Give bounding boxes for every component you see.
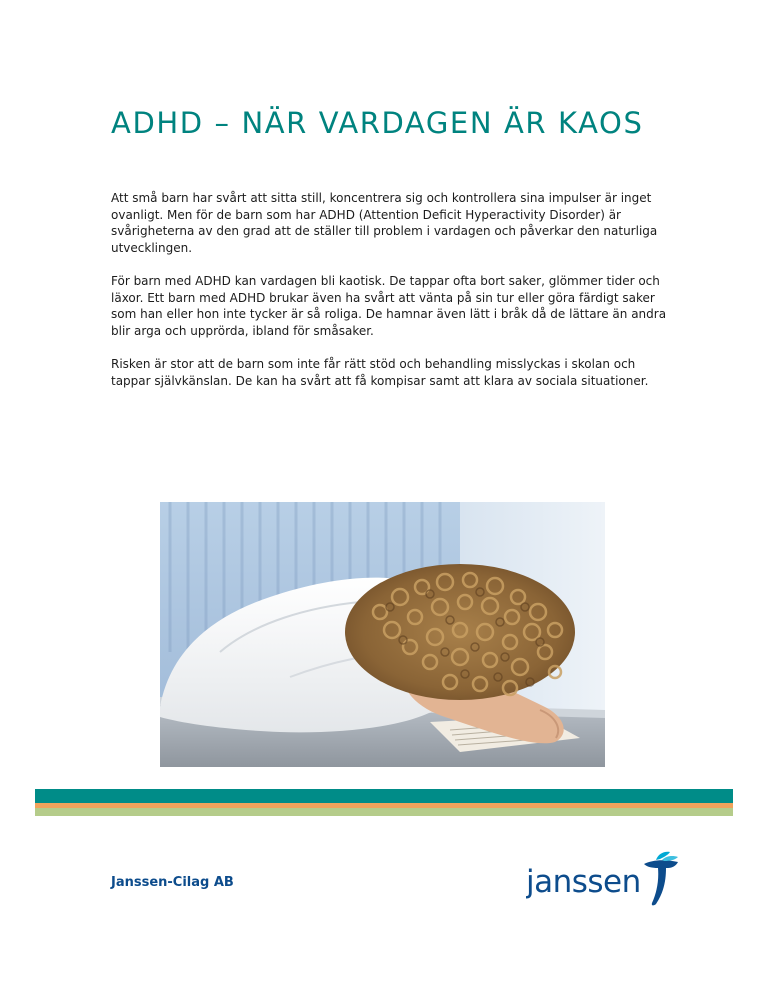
paragraph: Risken är stor att de barn som inte får rätt stöd och behandling misslyckas i skolan och tappar självkänslan. De kan ha svårt att få kompisar samt att klara av sociala situationer.	[111, 357, 649, 388]
janssen-bird-logo-icon	[642, 850, 682, 908]
article-body	[111, 190, 671, 406]
janssen-logo	[526, 850, 686, 910]
footer-band-teal	[35, 789, 733, 803]
photo-child-resting-head-on-desk	[160, 502, 605, 767]
paragraph: Att små barn har svårt att sitta still, koncentrera sig och kontrollera sina impulser är inget ovanligt. Men för de barn som har ADHD (Attention Deficit Hyperactivity Disorder) är svårigheterna av den grad att de ställer till problem i vardagen och påverkar den naturliga utvecklingen.	[111, 191, 658, 255]
footer-band-green	[35, 808, 733, 816]
page-title: ADHD – NÄR VARDAGEN ÄR KAOS	[111, 106, 644, 140]
svg-text:janssen: janssen	[526, 864, 641, 900]
company-name: Janssen-Cilag AB	[111, 875, 234, 890]
paragraph: För barn med ADHD kan vardagen bli kaotisk. De tappar ofta bort saker, glömmer tider och läxor. Ett barn med ADHD brukar även ha svårt att vänta på sin tur eller göra färdigt saker som han eller hon inte tycker är så roliga. De hamnar även lätt i bråk då de lättare än andra blir arga och upprörda, ibland för småsaker.	[111, 274, 667, 338]
